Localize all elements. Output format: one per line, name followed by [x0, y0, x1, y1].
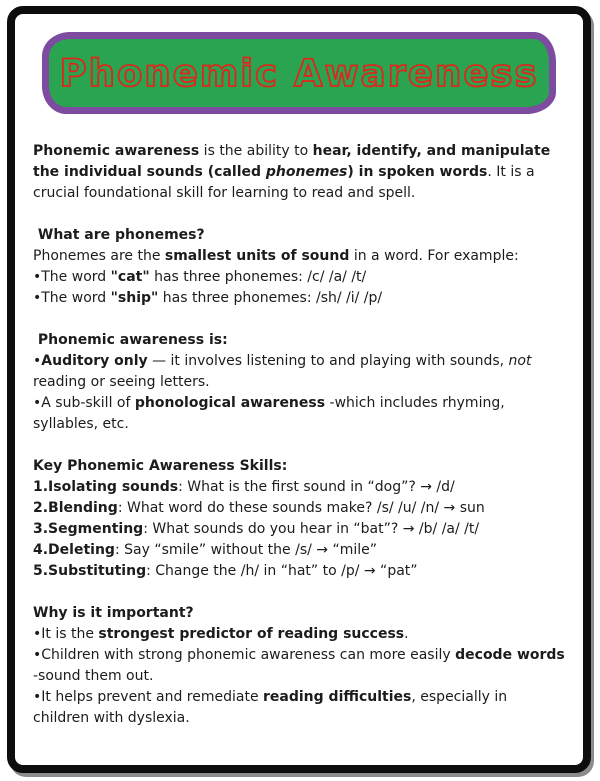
page-frame	[7, 6, 591, 773]
text-run: Auditory only	[41, 353, 148, 369]
text-run: •A sub-skill of	[33, 395, 135, 411]
text-run: — it involves listening to and playing with sounds,	[147, 353, 509, 369]
text-run: has three phonemes: /c/ /a/ /t/	[149, 269, 367, 285]
bullet-item	[33, 687, 567, 729]
text-run: •It helps prevent and remediate	[33, 689, 264, 705]
bullet-item	[33, 393, 567, 435]
section-intro	[33, 141, 567, 204]
text-run: 5.Substituting	[33, 563, 147, 579]
section-heading-key-skills: Key Phonemic Awareness Skills:	[33, 458, 288, 474]
bullet-item	[33, 351, 567, 393]
text-run: is the ability to	[199, 143, 313, 159]
bullet-item	[33, 645, 570, 687]
intro-paragraph	[33, 141, 567, 204]
text-run: reading difficulties	[263, 689, 412, 705]
text-run: : Say “smile” without the /s/ → “mile”	[114, 542, 378, 558]
section-what-are-phonemes	[33, 225, 567, 309]
text-run: has three phonemes: /sh/ /i/ /p/	[158, 290, 383, 306]
section-key-skills	[33, 456, 567, 582]
text-run: in a word. For example:	[349, 248, 519, 264]
section-phonemic-awareness-is	[33, 330, 567, 435]
section-heading-why-important: Why is it important?	[33, 605, 194, 621]
text-run: : What word do these sounds make? /s/ /u/ /n/ → sun	[117, 500, 485, 516]
bullet-item	[33, 288, 567, 309]
section-heading-phonemic-awareness-is: Phonemic awareness is:	[33, 332, 228, 348]
text-run: •The word	[33, 290, 111, 306]
text-run: •Children with strong phonemic awareness can more easily	[33, 647, 456, 663]
text-run: : Change the /h/ in “hat” to /p/ → “pat”	[146, 563, 418, 579]
text-run: phonemes	[265, 164, 348, 180]
numbered-item	[33, 477, 567, 498]
text-run: -which includes rhyming, syllables, etc.	[33, 395, 510, 432]
text-run: , especially in children with dyslexia.	[33, 689, 512, 726]
text-run: Phonemes are the	[33, 248, 165, 264]
section-heading-what-are-phonemes: What are phonemes?	[33, 227, 205, 243]
content-area	[15, 114, 583, 729]
bullet-item	[33, 267, 567, 288]
text-run: 2.Blending	[33, 500, 118, 516]
text-run: 3.Segmenting	[33, 521, 144, 537]
numbered-item	[33, 540, 567, 561]
text-run: strongest predictor of reading success	[98, 626, 405, 642]
numbered-item	[33, 498, 567, 519]
paragraph	[33, 246, 567, 267]
text-run: . It is a crucial foundational skill for learning to read and spell.	[33, 164, 539, 201]
bullet-item	[33, 624, 567, 645]
text-run: 4.Deleting	[33, 542, 115, 558]
numbered-item	[33, 561, 567, 582]
title-banner	[42, 32, 556, 114]
text-run: -sound them out.	[33, 647, 570, 684]
text-run: •The word	[33, 269, 111, 285]
text-run: hear, identify, and manipulate the individual sounds (called	[33, 143, 556, 180]
text-run: 1.Isolating sounds	[33, 479, 179, 495]
text-run: : What is the first sound in “dog”? → /d/	[178, 479, 455, 495]
text-run: .	[404, 626, 409, 642]
text-run: reading or seeing letters.	[33, 353, 536, 390]
text-run: •It is the	[33, 626, 99, 642]
numbered-item	[33, 519, 567, 540]
section-why-important	[33, 603, 570, 729]
page-title: Phonemic Awareness	[59, 51, 539, 95]
text-run: decode words	[455, 647, 565, 663]
text-run: •	[33, 353, 42, 369]
text-run: Phonemic awareness	[33, 143, 200, 159]
text-run: "cat"	[110, 269, 150, 285]
text-run: phonological awareness	[134, 395, 326, 411]
text-run: not	[508, 353, 532, 369]
text-run: : What sounds do you hear in “bat”? → /b/ /a/ /t/	[143, 521, 480, 537]
text-run: smallest units of sound	[164, 248, 350, 264]
text-run: "ship"	[110, 290, 159, 306]
text-run: ) in spoken words	[347, 164, 488, 180]
